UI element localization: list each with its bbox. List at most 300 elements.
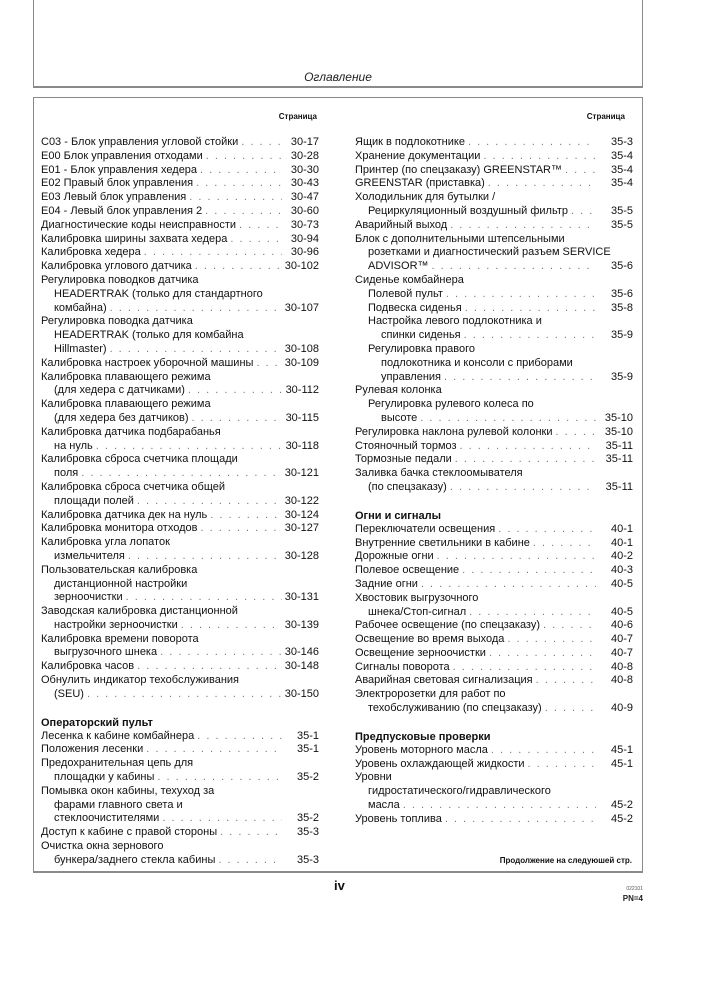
toc-entry-text: Калибровка сброса счетчика общей	[41, 480, 226, 493]
dot-leader	[465, 302, 596, 316]
dot-leader	[181, 619, 282, 633]
dot-leader	[157, 771, 282, 785]
toc-page-ref[interactable]: 35-1	[296, 743, 319, 756]
toc-entry-text: Лесенка к кабине комбайнера	[41, 729, 195, 742]
toc-entry-text: Полевое освещение	[355, 564, 460, 577]
dot-leader	[555, 426, 596, 440]
toc-entry-text: настройки зерноочистки	[54, 618, 178, 631]
dot-leader	[453, 661, 596, 675]
dot-leader	[110, 343, 282, 357]
toc-entry-text: Подвеска сиденья	[368, 301, 462, 314]
page-column-header: Страница	[278, 112, 317, 121]
toc-entry-text: Калибровка сброса счетчика площади	[41, 453, 238, 466]
toc-frame	[33, 97, 643, 873]
toc-page-ref[interactable]: 40-2	[610, 550, 633, 563]
toc-entry-text: комбайна)	[54, 301, 107, 314]
toc-entry-text: Пользовательская калибровка	[41, 563, 198, 576]
toc-entry[interactable]	[355, 343, 633, 384]
toc-entry[interactable]	[355, 384, 633, 398]
continued-note: Продолжение на следуюшей стр.	[499, 856, 632, 865]
toc-entry[interactable]	[355, 758, 633, 772]
toc-entry[interactable]	[355, 633, 633, 647]
dot-leader	[239, 219, 282, 233]
toc-entry[interactable]	[355, 550, 633, 564]
toc-page-ref[interactable]: 30-30	[290, 163, 319, 176]
toc-entry-text: Диагностические коды неисправности	[41, 218, 237, 231]
toc-entry-text: Настройка левого подлокотника и	[368, 315, 542, 328]
dot-leader	[483, 150, 596, 164]
toc-entry-text: Калибровка ширины захвата хедера	[41, 232, 228, 245]
toc-entry[interactable]	[41, 757, 319, 785]
dot-leader	[498, 523, 596, 537]
toc-entry[interactable]	[41, 674, 319, 702]
toc-entry[interactable]	[355, 592, 633, 620]
toc-page-ref[interactable]: 30-96	[290, 246, 319, 259]
toc-entry-text: Тормозные педали	[355, 453, 452, 466]
toc-entry-text: Калибровка хедера	[41, 246, 141, 259]
toc-entry[interactable]	[355, 233, 633, 274]
dot-leader	[110, 302, 282, 316]
toc-entry[interactable]	[41, 743, 319, 757]
toc-entry-text: Рулевая колонка	[355, 384, 442, 397]
toc-page-ref[interactable]: 30-148	[284, 660, 319, 673]
toc-entry-text: Калибровка углового датчика	[41, 260, 192, 273]
toc-entry-text: ADVISOR™	[368, 260, 429, 273]
dot-leader	[464, 329, 596, 343]
toc-entry[interactable]	[41, 426, 319, 454]
toc-entry-text: поля	[54, 467, 79, 480]
toc-entry[interactable]	[355, 578, 633, 592]
toc-page-ref[interactable]: 35-8	[610, 301, 633, 314]
document-code: 022101	[626, 886, 643, 892]
toc-page-ref[interactable]: 40-1	[610, 522, 633, 535]
dot-leader	[437, 550, 596, 564]
toc-entry-text: (для хедера с датчиками)	[54, 384, 185, 397]
toc-entry[interactable]	[355, 619, 633, 633]
toc-entry[interactable]	[355, 661, 633, 675]
toc-page-ref[interactable]: 35-6	[610, 287, 633, 300]
toc-page-ref[interactable]: 40-7	[610, 646, 633, 659]
toc-entry[interactable]	[355, 219, 633, 233]
toc-groups-right	[355, 136, 633, 827]
toc-entry-text: Освещение во время выхода	[355, 633, 505, 646]
toc-entry-text: Уровень моторного масла	[355, 743, 488, 756]
toc-page-ref[interactable]: 30-121	[284, 467, 319, 480]
dot-leader	[137, 660, 282, 674]
toc-entry[interactable]	[41, 785, 319, 826]
toc-entry-text: Заводская калибровка дистанционной	[41, 605, 238, 618]
toc-entry-text: Блок с дополнительными штепсельными	[355, 232, 565, 245]
toc-page-ref[interactable]: 45-1	[610, 743, 633, 756]
toc-page-ref[interactable]: 40-7	[610, 633, 633, 646]
toc-page-ref[interactable]: 35-3	[610, 136, 633, 148]
toc-entry-text: Регулировка поводка датчика	[41, 315, 193, 328]
dot-leader	[462, 564, 596, 578]
toc-entry-text: на нуль	[54, 439, 93, 452]
toc-page-ref[interactable]: 40-1	[610, 536, 633, 549]
dot-leader	[162, 812, 282, 826]
toc-page-ref[interactable]: 45-1	[610, 757, 633, 770]
toc-entry[interactable]	[41, 633, 319, 661]
dot-leader	[197, 730, 282, 744]
dot-leader	[220, 826, 282, 840]
dot-leader	[565, 164, 596, 178]
toc-entry[interactable]	[41, 357, 319, 371]
toc-entry[interactable]	[41, 564, 319, 605]
toc-entry-text: высоте	[381, 411, 418, 424]
toc-entry-text: управления	[381, 370, 441, 383]
dot-leader	[491, 744, 596, 758]
toc-page-ref[interactable]: 35-5	[610, 204, 633, 217]
toc-page-ref[interactable]: 30-47	[290, 191, 319, 204]
section-title: Оглавление	[304, 70, 372, 84]
toc-entry[interactable]	[355, 674, 633, 688]
dot-leader	[200, 522, 281, 536]
toc-entry-text: Стояночный тормоз	[355, 439, 457, 452]
toc-entry-text: Очистка окна зернового	[41, 840, 164, 853]
toc-page-ref[interactable]: 45-2	[610, 799, 633, 812]
toc-entry-text: E02 Правый блок управления	[41, 177, 194, 190]
dot-leader	[445, 813, 596, 827]
toc-page-ref[interactable]: 30-107	[284, 301, 319, 314]
toc-page-ref[interactable]: 40-3	[610, 564, 633, 577]
toc-entry-text: GREENSTAR (приставка)	[355, 177, 485, 190]
dot-leader	[196, 177, 282, 191]
toc-entry-text: фарами главного света и	[54, 798, 183, 811]
dot-leader	[455, 453, 596, 467]
toc-entry-text: (для хедера без датчиков)	[54, 411, 189, 424]
toc-entry[interactable]	[41, 246, 319, 260]
toc-entry-text: Сиденье комбайнера	[355, 273, 464, 286]
toc-entry[interactable]	[41, 536, 319, 564]
toc-page-ref[interactable]: 30-127	[284, 522, 319, 535]
toc-page-ref[interactable]: 30-115	[285, 411, 319, 424]
toc-page-ref[interactable]: 30-150	[284, 687, 319, 700]
toc-entry-text: Калибровка датчика дек на нуль	[41, 508, 208, 521]
toc-entry[interactable]	[355, 426, 633, 440]
toc-page-ref[interactable]: 30-43	[290, 177, 319, 190]
toc-entry-text: Регулировка правого	[368, 342, 476, 355]
toc-page-ref[interactable]: 35-4	[610, 149, 633, 162]
toc-entry[interactable]	[355, 288, 633, 302]
toc-entry[interactable]	[355, 647, 633, 661]
toc-column-right	[355, 112, 633, 827]
toc-entry-text: Полевой пульт	[368, 287, 443, 300]
toc-entry-text: Сигналы поворота	[355, 660, 450, 673]
toc-entry-text: Предохранительная цепь для	[41, 757, 194, 770]
dot-leader	[126, 591, 282, 605]
toc-entry-text: Положения лесенки	[41, 743, 144, 756]
toc-entry-text: Калибровка датчика подбарабанья	[41, 425, 221, 438]
dot-leader	[195, 260, 282, 274]
toc-entry[interactable]	[41, 191, 319, 205]
toc-entry-text: Освещение зерноочистки	[355, 646, 486, 659]
dot-leader	[468, 136, 596, 150]
toc-entry-text: Помывка окон кабины, техуход за	[41, 784, 215, 797]
toc-entry[interactable]	[41, 522, 319, 536]
toc-entry-text: стеклоочистителями	[54, 812, 160, 825]
toc-page-ref[interactable]: 30-124	[284, 508, 319, 521]
toc-entry[interactable]	[355, 744, 633, 758]
toc-entry-text: Принтер (по спецзаказу) GREENSTAR™	[355, 163, 562, 176]
toc-entry-text: зерноочистки	[54, 591, 123, 604]
dot-leader	[205, 205, 282, 219]
toc-page-ref[interactable]: 30-131	[284, 591, 319, 604]
toc-entry[interactable]	[41, 219, 319, 233]
toc-page-ref[interactable]: 30-112	[285, 384, 319, 397]
toc-page-ref[interactable]: 30-109	[284, 356, 319, 369]
toc-page-ref[interactable]: 35-4	[610, 177, 633, 190]
toc-entry-text: Калибровка монитора отходов	[41, 522, 198, 535]
dot-leader	[192, 412, 282, 426]
toc-entry-text: Аварийный выход	[355, 218, 448, 231]
toc-entry[interactable]	[355, 177, 633, 191]
toc-entry-text: E04 - Левый блок управления 2	[41, 204, 203, 217]
toc-group-title: Огни и сигналы	[355, 509, 442, 522]
toc-entry-text: Калибровка угла лопаток	[41, 536, 170, 549]
toc-page-ref[interactable]: 30-73	[290, 218, 319, 231]
dot-leader	[160, 646, 282, 660]
toc-entry[interactable]	[355, 467, 633, 495]
dot-leader	[507, 633, 596, 647]
toc-page-ref[interactable]: 35-1	[296, 729, 319, 742]
toc-page-ref[interactable]: 35-9	[610, 370, 633, 383]
toc-entry[interactable]	[41, 274, 319, 315]
toc-entry-text: E01 - Блок управления хедера	[41, 163, 198, 176]
toc-entry-text: Холодильник для бутылки /	[355, 191, 496, 204]
dot-leader	[188, 384, 282, 398]
toc-entry-text: спинки сиденья	[381, 329, 461, 342]
dot-leader	[137, 495, 282, 509]
toc-page-ref[interactable]: 40-8	[610, 674, 633, 687]
toc-entry-text: Доступ к кабине с правой стороны	[41, 826, 218, 839]
toc-entry[interactable]	[355, 688, 633, 716]
toc-entry-text: выгрузочного шнека	[54, 646, 158, 659]
toc-entry[interactable]	[355, 315, 633, 343]
dot-leader	[87, 688, 282, 702]
toc-entry-text: дистанционной настройки	[54, 577, 188, 590]
dot-leader	[450, 219, 596, 233]
toc-entry[interactable]	[41, 315, 319, 356]
toc-entry[interactable]	[41, 605, 319, 633]
toc-page-ref[interactable]: 35-6	[610, 260, 633, 273]
dot-leader	[210, 509, 281, 523]
toc-entry[interactable]	[355, 398, 633, 426]
toc-entry[interactable]	[355, 150, 633, 164]
toc-page-ref[interactable]: 30-60	[290, 204, 319, 217]
toc-entry[interactable]	[41, 826, 319, 840]
toc-entry-text: площадки у кабины	[54, 771, 155, 784]
dot-leader	[543, 619, 596, 633]
toc-group-title: Операторский пульт	[41, 716, 153, 729]
toc-entry-text: Аварийная световая сигнализация	[355, 674, 533, 687]
toc-entry-text: гидростатического/гидравлического	[368, 785, 551, 798]
toc-column-left	[41, 112, 319, 868]
dot-leader	[536, 674, 596, 688]
dot-leader	[128, 550, 282, 564]
dot-leader	[256, 357, 281, 371]
dot-leader	[460, 440, 596, 454]
toc-entry[interactable]	[41, 177, 319, 191]
toc-entry[interactable]	[355, 771, 633, 812]
toc-entry-text: Рабочее освещение (по спецзаказу)	[355, 619, 541, 632]
toc-entry[interactable]	[355, 523, 633, 537]
toc-entry-text: E03 Левый блок управления	[41, 191, 187, 204]
toc-entry[interactable]	[41, 164, 319, 178]
toc-entry[interactable]	[355, 453, 633, 467]
toc-page-ref[interactable]: 30-118	[285, 439, 319, 452]
toc-page-ref[interactable]: 35-3	[296, 853, 319, 866]
toc-entry[interactable]	[41, 233, 319, 247]
toc-page-ref[interactable]: 30-28	[290, 149, 319, 162]
toc-entry-text: Hillmaster)	[54, 342, 107, 355]
toc-entry-text: шнека/Стоп-сигнал	[368, 605, 467, 618]
toc-entry[interactable]	[41, 150, 319, 164]
dot-leader	[189, 191, 282, 205]
toc-entry-text: бункера/заднего стекла кабины	[54, 853, 216, 866]
toc-entry[interactable]	[41, 371, 319, 399]
toc-entry[interactable]	[355, 274, 633, 288]
toc-entry-text: Переключатели освещения	[355, 522, 496, 535]
toc-entry[interactable]	[355, 136, 633, 150]
toc-entry-text: Обнулить индикатор техобслуживания	[41, 674, 240, 687]
dot-leader	[403, 799, 596, 813]
dot-leader	[489, 647, 596, 661]
toc-page-ref[interactable]: 35-10	[604, 425, 633, 438]
toc-entry-text: Калибровка времени поворота	[41, 632, 199, 645]
toc-page-ref[interactable]: 35-2	[296, 812, 319, 825]
toc-page-ref[interactable]: 35-11	[605, 453, 633, 466]
toc-page-ref[interactable]: 40-5	[610, 605, 633, 618]
toc-entry-text: Калибровка плавающего режима	[41, 398, 211, 411]
toc-entry[interactable]	[41, 660, 319, 674]
toc-page-ref[interactable]: 35-2	[296, 771, 319, 784]
toc-entry[interactable]	[355, 302, 633, 316]
toc-entry-text: Хранение документации	[355, 149, 481, 162]
toc-page-ref[interactable]: 30-102	[284, 260, 319, 273]
toc-page-ref[interactable]: 30-17	[290, 136, 319, 148]
toc-entry-text: C03 - Блок управления угловой стойки	[41, 136, 239, 148]
dot-leader	[218, 854, 282, 868]
toc-page-ref[interactable]: 45-2	[610, 812, 633, 825]
dot-leader	[528, 758, 596, 772]
toc-entry[interactable]	[41, 136, 319, 150]
toc-page-ref[interactable]: 35-5	[610, 218, 633, 231]
toc-entry[interactable]	[41, 730, 319, 744]
toc-entry[interactable]	[355, 813, 633, 827]
toc-entry[interactable]	[41, 205, 319, 219]
toc-page-ref[interactable]: 30-139	[284, 618, 319, 631]
toc-page-ref[interactable]: 40-6	[610, 619, 633, 632]
toc-entry[interactable]	[41, 481, 319, 509]
toc-entry[interactable]	[355, 537, 633, 551]
toc-page-ref[interactable]: 40-9	[610, 702, 633, 715]
toc-entry-text: Задние огни	[355, 577, 418, 590]
toc-entry-text: HEADERTRAK (только для комбайна	[54, 329, 244, 342]
toc-page-ref[interactable]: 35-4	[610, 163, 633, 176]
toc-entry-text: Калибровка часов	[41, 660, 135, 673]
toc-page-ref[interactable]: 30-108	[284, 342, 319, 355]
toc-page-ref[interactable]: 30-146	[284, 646, 319, 659]
toc-page-ref[interactable]: 35-11	[605, 439, 633, 452]
dot-leader	[420, 412, 596, 426]
dot-leader	[206, 150, 282, 164]
toc-entry[interactable]	[41, 260, 319, 274]
pn-label: PN=4	[622, 894, 643, 903]
toc-page-ref[interactable]: 40-8	[610, 660, 633, 673]
toc-entry-text: Уровни	[355, 771, 392, 784]
toc-entry[interactable]	[355, 564, 633, 578]
toc-entry-text: Регулировка рулевого колеса по	[368, 398, 534, 411]
dot-leader	[81, 467, 282, 481]
toc-page-ref[interactable]: 30-128	[284, 549, 319, 562]
toc-page-ref[interactable]: 35-9	[610, 329, 633, 342]
dot-leader	[144, 246, 282, 260]
dot-leader	[488, 177, 596, 191]
toc-entry-text: (SEU)	[54, 687, 84, 700]
dot-leader	[146, 743, 282, 757]
dot-leader	[533, 537, 596, 551]
toc-entry-text: Заливка бачка стеклоомывателя	[355, 467, 523, 480]
toc-entry-text: (по спецзаказу)	[368, 480, 447, 493]
toc-page-ref[interactable]: 35-10	[604, 411, 633, 424]
toc-entry-text: Калибровка настроек уборочной машины	[41, 356, 254, 369]
toc-entry[interactable]	[41, 453, 319, 481]
toc-entry-text: масла	[368, 799, 400, 812]
toc-entry[interactable]	[41, 398, 319, 426]
dot-leader	[446, 288, 596, 302]
page-number: iv	[334, 878, 345, 893]
toc-entry-text: розетками и диагностический разъем SERVICE	[368, 246, 611, 259]
toc-entry[interactable]	[41, 509, 319, 523]
toc-entry-text: Рециркуляционный воздушный фильтр	[368, 204, 569, 217]
toc-entry-text: Ящик в подлокотнике	[355, 136, 465, 148]
toc-page-ref[interactable]: 40-5	[610, 577, 633, 590]
dot-leader	[241, 136, 282, 150]
toc-entry[interactable]	[355, 440, 633, 454]
dot-leader	[421, 578, 596, 592]
page-column-header: Страница	[586, 112, 625, 121]
toc-entry-text: техобслуживанию (по спецзаказу)	[368, 702, 542, 715]
dot-leader	[444, 371, 596, 385]
toc-entry[interactable]	[355, 164, 633, 178]
toc-entry-text: E00 Блок управления отходами	[41, 149, 203, 162]
dot-leader	[200, 164, 282, 178]
toc-entry-text: Электророзетки для работ по	[355, 688, 506, 701]
toc-entry-text: Внутренние светильники в кабине	[355, 536, 530, 549]
dot-leader	[469, 606, 596, 620]
toc-entry-text: HEADERTRAK (только для стандартного	[54, 287, 263, 300]
toc-entry-text: Регулировка поводков датчика	[41, 273, 199, 286]
toc-group-title: Предпусковые проверки	[355, 730, 491, 743]
toc-page-ref[interactable]: 35-3	[296, 826, 319, 839]
toc-entry-text: Дорожные огни	[355, 550, 434, 563]
toc-entry-text: Калибровка плавающего режима	[41, 370, 211, 383]
toc-groups-left	[41, 136, 319, 868]
header-frame	[33, 0, 643, 88]
toc-page-ref[interactable]: 35-11	[605, 480, 633, 493]
toc-page-ref[interactable]: 30-94	[290, 232, 319, 245]
toc-page-ref[interactable]: 30-122	[284, 494, 319, 507]
toc-entry-text: Хвостовик выгрузочного	[355, 591, 479, 604]
toc-entry-text: Регулировка наклона рулевой колонки	[355, 425, 553, 438]
toc-entry-text: Уровень охлаждающей жидкости	[355, 757, 525, 770]
dot-leader	[230, 233, 282, 247]
toc-entry[interactable]	[41, 840, 319, 868]
dot-leader	[96, 440, 282, 454]
toc-entry[interactable]	[355, 191, 633, 219]
toc-entry-text: Уровень топлива	[355, 812, 442, 825]
